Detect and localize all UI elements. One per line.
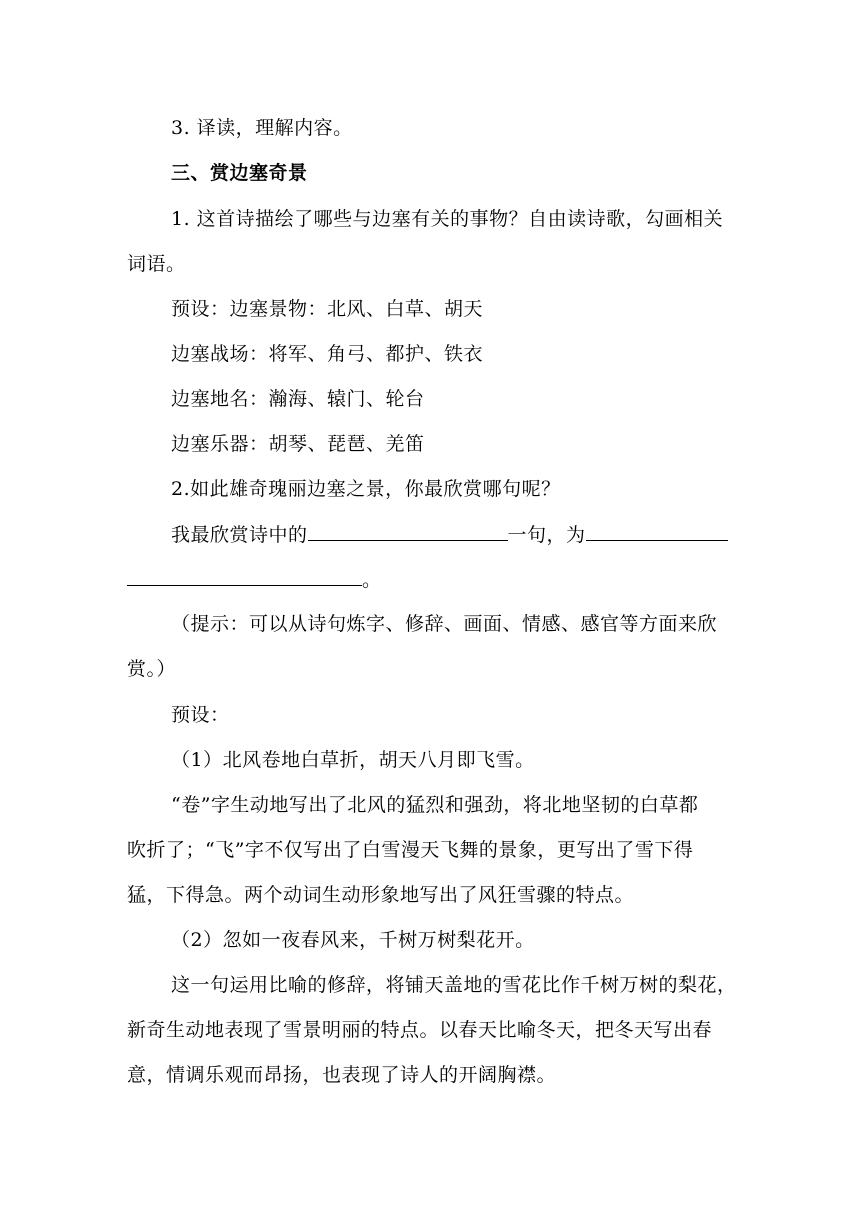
example-1-title: （1）北风卷地白草折，胡天八月即飞雪。 xyxy=(171,749,535,771)
fill-text-part-1: 我最欣赏诗中的 xyxy=(171,524,308,546)
preset-battlefield: 边塞战场：将军、角弓、都护、铁衣 xyxy=(171,343,484,365)
preset-label: 预设： xyxy=(171,704,230,726)
hint-line-2: 赏。） xyxy=(127,658,177,680)
example-2-line-3: 意，情调乐观而昂扬，也表现了诗人的开阔胸襟。 xyxy=(127,1064,557,1086)
fill-text-part-2: 一句，为 xyxy=(507,524,586,546)
answer-blank-2[interactable] xyxy=(586,522,728,541)
preset-places: 边塞地名：瀚海、辕门、轮台 xyxy=(171,388,425,410)
example-2-line-1: 这一句运用比喻的修辞，将铺天盖地的雪花比作千树万树的梨花， xyxy=(171,974,737,996)
question-1-line-2: 词语。 xyxy=(127,253,186,275)
example-2-line-2: 新奇生动地表现了雪景明丽的特点。以春天比喻冬天，把冬天写出春 xyxy=(127,1019,713,1041)
answer-blank-1[interactable] xyxy=(308,522,508,541)
preset-scenery: 预设：边塞景物：北风、白草、胡天 xyxy=(171,298,484,320)
section-heading: 三、赏边塞奇景 xyxy=(171,162,308,184)
example-1-line-2: 吹折了；“飞”字不仅写出了白雪漫天飞舞的景象，更写出了雪下得 xyxy=(127,839,694,861)
question-2: 2.如此雄奇瑰丽边塞之景，你最欣赏哪句呢？ xyxy=(171,478,561,500)
fill-text-end: 。 xyxy=(362,569,382,591)
example-1-line-1: “卷”字生动地写出了北风的猛烈和强劲，将北地坚韧的白草都 xyxy=(171,794,699,816)
fill-in-sentence xyxy=(171,522,728,547)
example-2-title: （2）忽如一夜春风来，千树万树梨花开。 xyxy=(171,929,535,951)
hint-line-1: （提示：可以从诗句炼字、修辞、画面、情感、感官等方面来欣 xyxy=(171,613,718,635)
preset-instruments: 边塞乐器：胡琴、琵琶、羌笛 xyxy=(171,433,425,455)
step-3-text: 3. 译读，理解内容。 xyxy=(171,117,353,139)
example-1-line-3: 猛，下得急。两个动词生动形象地写出了风狂雪骤的特点。 xyxy=(127,884,635,906)
question-1-line-1: 1. 这首诗描绘了哪些与边塞有关的事物？自由读诗歌，勾画相关 xyxy=(171,208,724,230)
answer-blank-3[interactable] xyxy=(127,567,362,586)
fill-in-sentence-line-2 xyxy=(127,567,382,592)
